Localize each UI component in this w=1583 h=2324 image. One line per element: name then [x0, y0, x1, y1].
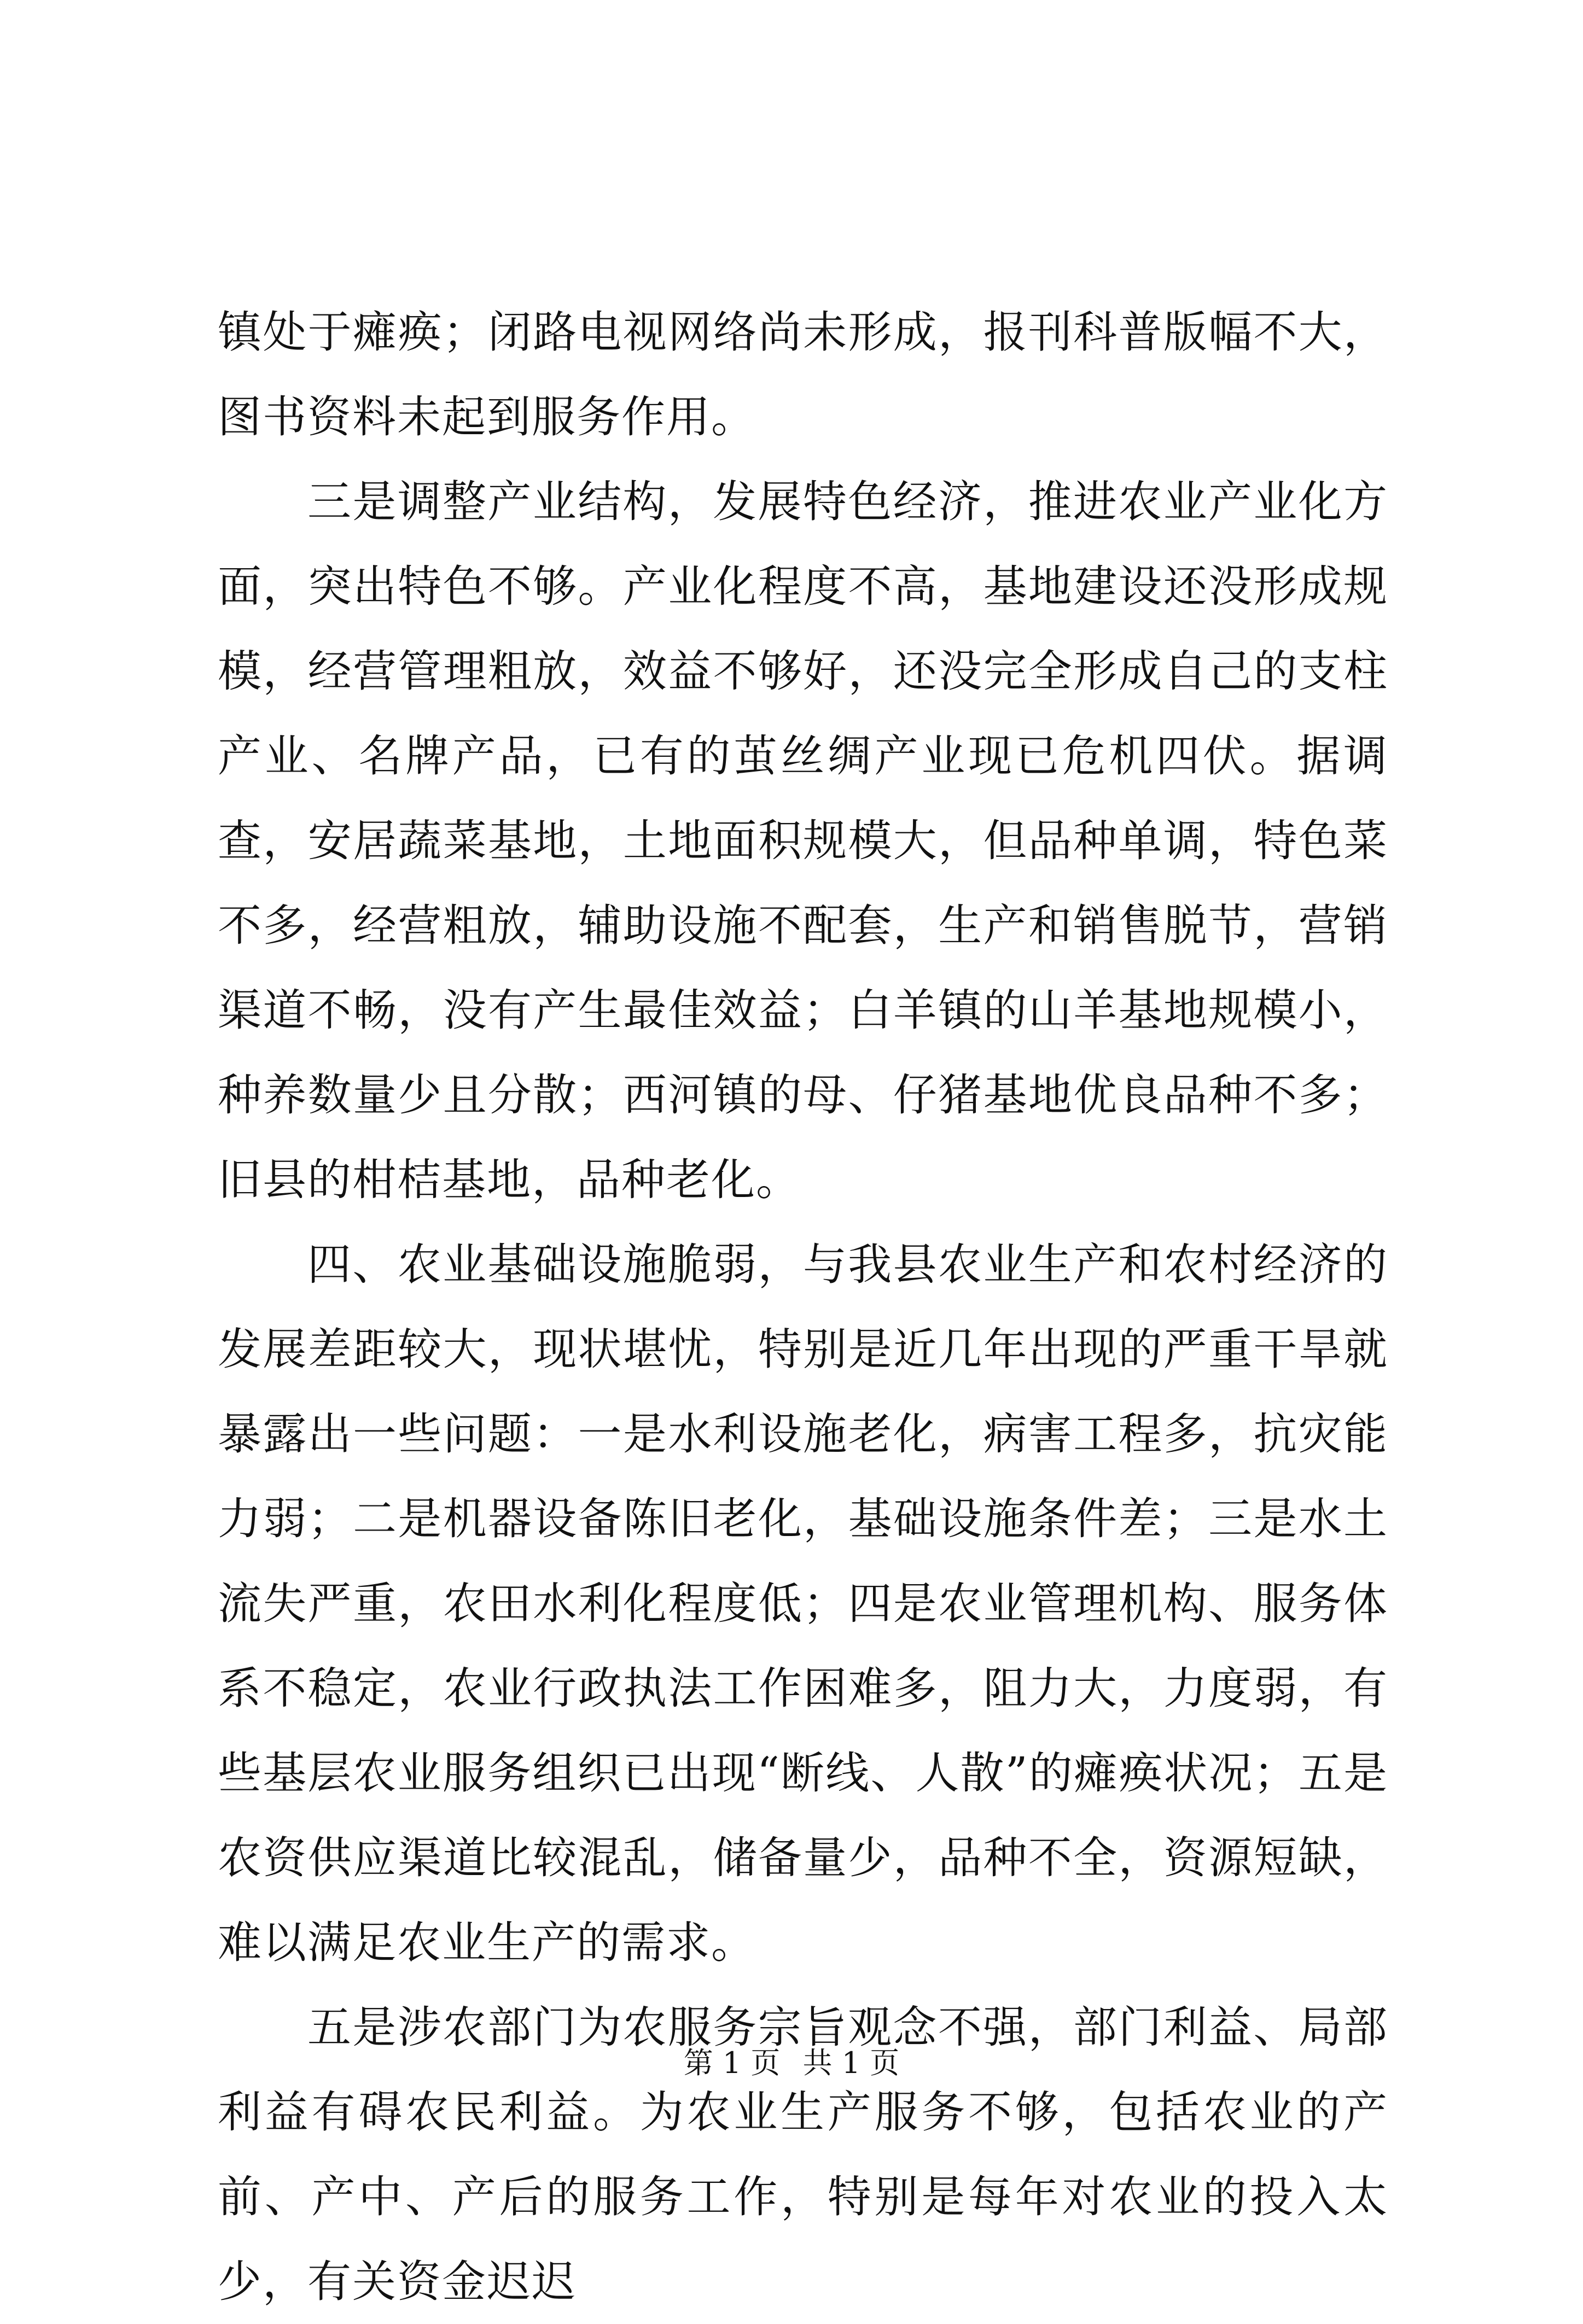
- paragraph: 镇处于瘫痪；闭路电视网络尚未形成，报刊科普版幅不大，图书资料未起到服务作用。: [218, 307, 1388, 442]
- document-body: [218, 290, 1388, 2324]
- page-number: 第 1 页: [683, 2046, 781, 2080]
- paragraph: 三是调整产业结构，发展特色经济，推进农业产业化方面，突出特色不够。产业化程度不高，基地建设还没形成规模，经营管理粗放，效益不够好，还没完全形成自己的支柱产业、名牌产品，已有的茧丝绸产业现已危机四伏。据调查，安居蔬菜基地，土地面积规模大，但品种单调，特色菜不多，经营粗放，辅助设施不配套，生产和销售脱节，营销渠道不畅，没有产生最佳效益；白羊镇的山羊基地规模小，种养数量少且分散；西河镇的母、仔猪基地优良品种不多；旧县的柑桔基地，品种老化。: [218, 476, 1388, 1205]
- paragraph: 五是涉农部门为农服务宗旨观念不强，部门利益、局部利益有碍农民利益。为农业生产服务不够，包括农业的产前、产中、产后的服务工作，特别是每年对农业的投入太少，有关资金迟迟: [218, 2002, 1388, 2307]
- page-total: 共 1 页: [802, 2046, 900, 2080]
- page-footer: [0, 2040, 1583, 2082]
- paragraph: 四、农业基础设施脆弱，与我县农业生产和农村经济的发展差距较大，现状堪忧，特别是近几年出现的严重干旱就暴露出一些问题：一是水利设施老化，病害工程多，抗灾能力弱；二是机器设备陈旧老化，基础设施条件差；三是水土流失严重，农田水利化程度低；四是农业管理机构、服务体系不稳定，农业行政执法工作困难多，阻力大，力度弱，有些基层农业服务组织已出现“断线、人散”的瘫痪状况；五是农资供应渠道比较混乱，储备量少，品种不全，资源短缺，难以满足农业生产的需求。: [218, 1239, 1388, 1968]
